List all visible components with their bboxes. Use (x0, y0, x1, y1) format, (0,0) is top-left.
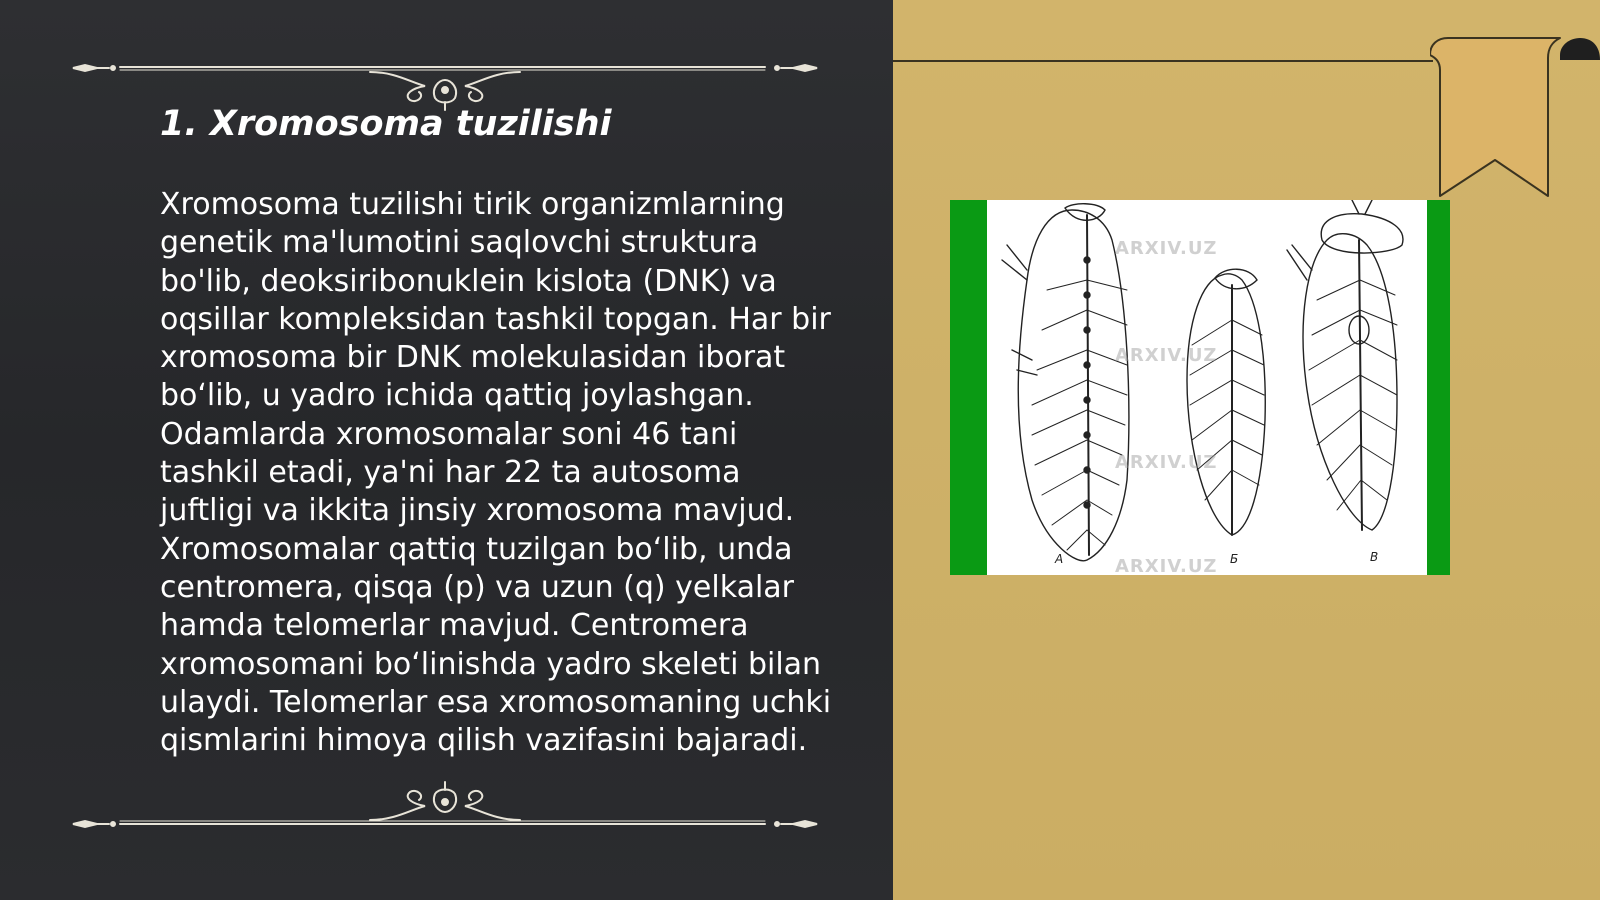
watermark-2: ARXIV.UZ (1115, 345, 1218, 366)
slide-title: 1. Xromosoma tuzilishi (160, 104, 612, 144)
figure-canvas (987, 200, 1427, 575)
figure-label-b: Б (1230, 552, 1239, 566)
figure-label-v: В (1370, 550, 1379, 564)
watermark-1: ARXIV.UZ (1115, 238, 1218, 259)
figure-label-a: A (1055, 552, 1064, 566)
divider-line (893, 60, 1433, 62)
slide-body-text: Xromosoma tuzilishi tirik organizmlarning genetik ma'lumotini saqlovchi struktura bo'lib, deoksiribonuklein kislota (DNK) va oqsillar kompleksidan tashkil topgan. Har bir xromosoma bir DNK molekulasidan iborat bo‘lib, u yadro ichida qattiq joylashgan. Odamlarda xromosomalar soni 46 tani tashkil etadi, ya'ni har 22 ta autosoma juftligi va ikkita jinsiy xromosoma mavjud. Xromosomalar qattiq tuzilgan bo‘lib, unda centromera, qisqa (p) va uzun (q) yelkalar hamda telomerlar mavjud. Centromera xromosomani bo‘linishda yadro skeleti bilan ulaydi. Telomerlar esa xromosomaning uchki qismlarini himoya qilish vazifasini bajaradi. (160, 187, 832, 759)
bookmark-ribbon (1430, 30, 1600, 200)
bottom-ornament-divider (65, 774, 825, 834)
insect-nervous-system-figure (950, 200, 1450, 575)
watermark-4: ARXIV.UZ (1115, 556, 1218, 575)
watermark-3: ARXIV.UZ (1115, 452, 1218, 473)
